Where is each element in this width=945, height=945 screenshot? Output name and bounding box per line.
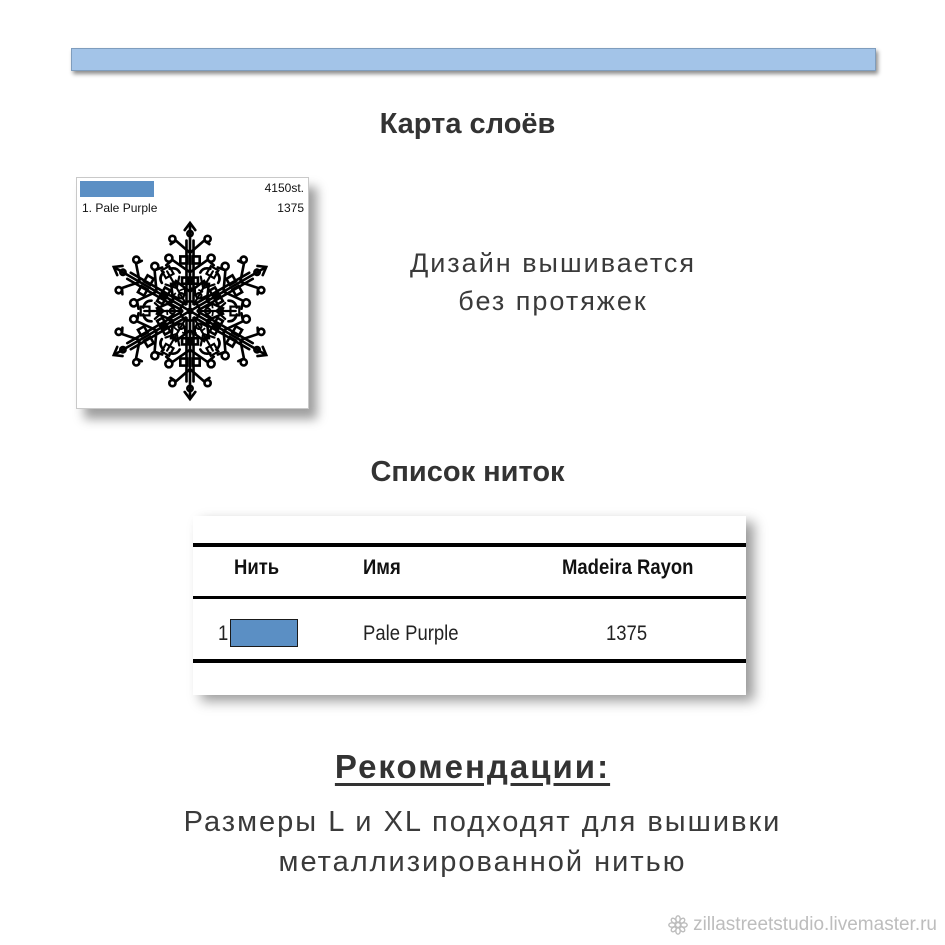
thread-table [193, 516, 746, 695]
column-header-thread: Нить [234, 556, 280, 579]
table-bottom-rule [193, 659, 746, 663]
row-thread-code: 1375 [606, 622, 648, 645]
recommendations-title: Рекомендации: [334, 748, 611, 785]
layer-color-swatch [80, 181, 154, 197]
stitch-count: 4150st. [264, 181, 304, 195]
recommendations-line-1: Размеры L и XL подходят для вышивки [183, 806, 782, 838]
description-line-2: без протяжек [458, 286, 648, 316]
row-thread-name: Pale Purple [363, 622, 459, 645]
row-thread-number: 1 [218, 622, 229, 645]
watermark-text: zillastreetstudio.livemaster.ru [693, 914, 937, 935]
layer-label: 1. Pale Purple [82, 201, 158, 215]
table-header-rule [193, 596, 746, 599]
recommendations-text [0, 802, 945, 882]
layer-code: 1375 [277, 201, 304, 215]
flower-logo-icon [668, 915, 688, 935]
top-banner [71, 48, 876, 71]
layer-map-heading: Карта слоёв [379, 108, 556, 140]
snowflake-icon [102, 218, 278, 404]
design-description [338, 244, 768, 320]
row-color-swatch [230, 619, 298, 647]
layer-map-card [76, 177, 309, 409]
thread-list-heading: Список ниток [370, 456, 565, 488]
recommendations-line-2: металлизированной нитью [278, 846, 687, 878]
watermark [668, 914, 937, 936]
column-header-brand: Madeira Rayon [562, 556, 694, 579]
recommendations-heading [0, 748, 945, 786]
description-line-1: Дизайн вышивается [409, 248, 697, 278]
column-header-name: Имя [363, 556, 401, 579]
table-top-rule [193, 543, 746, 547]
